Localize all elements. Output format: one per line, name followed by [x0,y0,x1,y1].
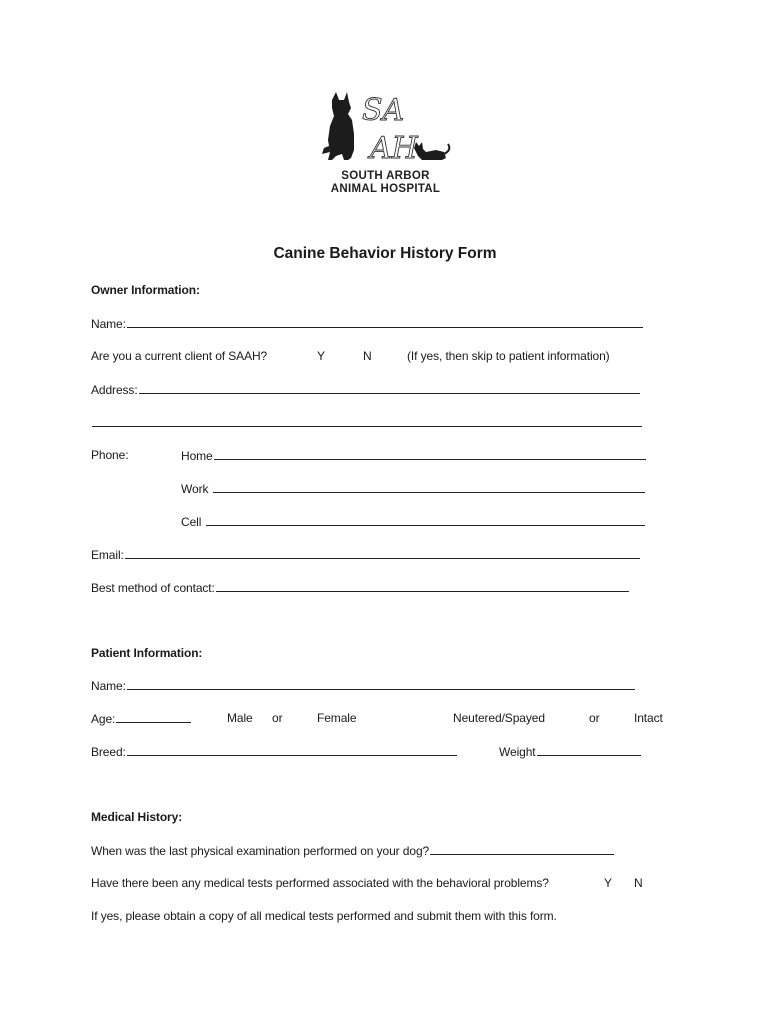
logo-monogram-top: SA [362,93,405,128]
cell-phone-field[interactable] [206,514,645,526]
contact-method-field[interactable] [216,580,629,592]
logo-monogram-bottom: AH [370,131,418,166]
weight-row [499,744,641,759]
contact-method-row [91,580,629,595]
breed-label: Breed: [91,745,126,759]
home-phone-row [181,448,646,463]
dog-silhouette [328,92,354,160]
address-row [91,382,640,397]
exam-date-field[interactable] [430,843,614,855]
weight-label: Weight [499,745,536,759]
owner-info-heading: Owner Information: [91,283,200,297]
status-or-text: or [589,711,600,725]
address-field-2[interactable] [92,415,642,427]
patient-name-field[interactable] [127,678,635,690]
breed-row [91,744,457,759]
intact-option[interactable]: Intact [634,711,663,725]
owner-name-field[interactable] [127,316,643,328]
weight-field[interactable] [537,744,641,756]
medical-history-heading: Medical History: [91,810,183,824]
contact-method-label: Best method of contact: [91,581,215,595]
age-label: Age: [91,712,116,726]
cat-silhouette [414,142,446,160]
owner-name-row [91,316,643,331]
age-row [91,711,191,726]
exam-row [91,843,614,858]
sex-or-text: or [272,711,283,725]
age-field[interactable] [116,711,191,723]
address-label: Address: [91,383,138,397]
email-row [91,547,640,562]
cell-phone-label: Cell [181,515,202,529]
breed-field[interactable] [127,744,457,756]
male-option[interactable]: Male [227,711,253,725]
address-field[interactable] [139,382,640,394]
tests-yes-option[interactable]: Y [604,876,612,890]
work-phone-field[interactable] [213,481,645,493]
owner-name-label: Name: [91,317,126,331]
client-no-option[interactable]: N [363,349,372,363]
home-phone-field[interactable] [214,448,646,460]
patient-name-row [91,678,635,693]
female-option[interactable]: Female [317,711,357,725]
email-label: Email: [91,548,124,562]
work-phone-row [181,481,645,496]
tests-no-option[interactable]: N [634,876,643,890]
client-yes-option[interactable]: Y [317,349,325,363]
patient-name-label: Name: [91,679,126,693]
client-question: Are you a current client of SAAH? [91,349,268,363]
neutered-option[interactable]: Neutered/Spayed [453,711,545,725]
home-phone-label: Home [181,449,213,463]
phone-label: Phone: [91,448,129,462]
patient-info-heading: Patient Information: [91,646,203,660]
email-field[interactable] [125,547,640,559]
form-title: Canine Behavior History Form [273,245,497,262]
work-phone-label: Work [181,482,209,496]
logo-name-line2: ANIMAL HOSPITAL [330,183,441,195]
address-row-2 [91,415,642,430]
exam-question: When was the last physical examination performed on your dog? [91,844,430,858]
tests-question: Have there been any medical tests performed associated with the behavioral problems? [91,876,549,890]
logo-name-line1: SOUTH ARBOR [341,170,430,182]
cell-phone-row [181,514,645,529]
client-note: (If yes, then skip to patient information) [407,349,610,363]
tests-instruction: If yes, please obtain a copy of all medical tests performed and submit them with this form. [91,909,557,923]
